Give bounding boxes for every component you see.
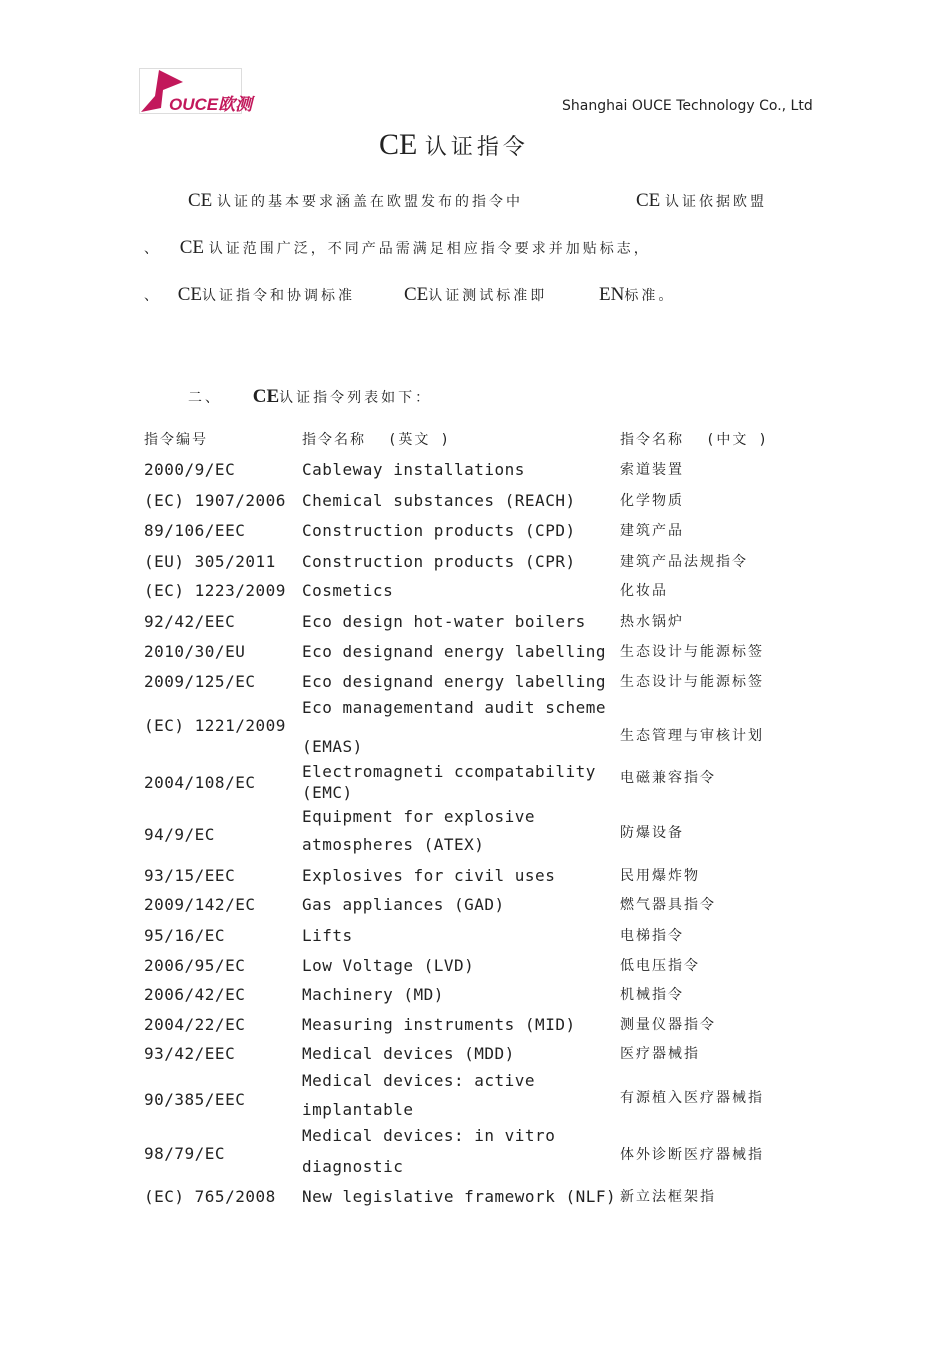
table-cell-zh: 测量仪器指令: [620, 1017, 716, 1033]
table-cell-zh: 民用爆炸物: [620, 868, 700, 884]
table-cell-en: Medical devices (MDD): [302, 1044, 515, 1063]
table-cell-code: 2006/95/EC: [144, 956, 246, 975]
table-cell-en: Explosives for civil uses: [302, 866, 556, 885]
table-cell-en: Gas appliances (GAD): [302, 895, 505, 914]
table-cell-en: Lifts: [302, 926, 353, 945]
intro-line-1-right: CE 认证依据欧盟: [636, 190, 768, 211]
table-cell-code: 2004/108/EC: [144, 773, 256, 792]
intro-line-2: 、 CE 认证范围广泛，不同产品需满足相应指令要求并加贴标志，: [144, 237, 651, 258]
intro-line-3-right: EN标准。: [599, 284, 676, 305]
table-cell-zh: 生态设计与能源标签: [620, 674, 764, 690]
section-heading: 二、 CE认证指令列表如下：: [188, 386, 433, 407]
table-cell-en: Cosmetics: [302, 581, 394, 600]
ouce-logo-icon: [139, 68, 253, 114]
table-cell-code: 93/15/EEC: [144, 866, 236, 885]
table-cell-code: (EC) 1223/2009: [144, 581, 286, 600]
table-cell-zh: 机械指令: [620, 987, 684, 1003]
table-cell-code: 93/42/EEC: [144, 1044, 236, 1063]
table-cell-code: 92/42/EEC: [144, 612, 236, 631]
table-cell-code: (EC) 1907/2006: [144, 491, 286, 510]
table-cell-zh: 有源植入医疗器械指: [620, 1090, 764, 1106]
table-cell-code: 89/106/EEC: [144, 521, 246, 540]
table-cell-en: Machinery (MD): [302, 985, 444, 1004]
table-cell-zh: 燃气器具指令: [620, 897, 716, 913]
table-cell-en: (EMAS): [302, 737, 363, 756]
intro-line-3-mid: CE认证测试标准即: [404, 284, 548, 305]
table-cell-en: Low Voltage (LVD): [302, 956, 475, 975]
table-cell-code: 94/9/EC: [144, 825, 215, 844]
table-cell-code: 2006/42/EC: [144, 985, 246, 1004]
table-cell-en: Eco managementand audit scheme: [302, 698, 606, 717]
table-cell-en: Measuring instruments (MID): [302, 1015, 576, 1034]
table-cell-zh: 防爆设备: [620, 825, 684, 841]
table-cell-en: Medical devices: active: [302, 1071, 536, 1090]
table-cell-en: Cableway installations: [302, 460, 525, 479]
table-cell-en: Medical devices: in vitro: [302, 1126, 556, 1145]
table-cell-zh: 生态管理与审核计划: [620, 728, 764, 744]
table-header-en: 指令名称 (英文 ): [302, 432, 451, 448]
table-cell-zh: 低电压指令: [620, 958, 700, 974]
table-cell-code: 2000/9/EC: [144, 460, 236, 479]
table-cell-code: 2010/30/EU: [144, 642, 246, 661]
company-logo: [139, 68, 253, 114]
table-cell-zh: 电梯指令: [620, 928, 684, 944]
table-cell-code: 98/79/EC: [144, 1144, 226, 1163]
table-cell-code: (EC) 765/2008: [144, 1187, 276, 1206]
table-cell-zh: 生态设计与能源标签: [620, 644, 764, 660]
table-header-zh: 指令名称 (中文 ): [620, 432, 769, 448]
table-cell-zh: 新立法框架指: [620, 1189, 716, 1205]
page-title: [379, 128, 529, 162]
table-cell-zh: 索道装置: [620, 462, 684, 478]
table-cell-zh: 电磁兼容指令: [620, 770, 716, 786]
table-cell-en: Equipment for explosive: [302, 807, 536, 826]
table-cell-en: atmospheres (ATEX): [302, 835, 485, 854]
table-cell-en: Chemical substances (REACH): [302, 491, 576, 510]
table-cell-code: 2009/142/EC: [144, 895, 256, 914]
table-cell-en: Electromagneti ccompatability: [302, 762, 596, 781]
table-cell-en: Construction products (CPD): [302, 521, 576, 540]
table-cell-en: Eco design hot-water boilers: [302, 612, 586, 631]
table-cell-zh: 建筑产品: [620, 523, 684, 539]
table-cell-zh: 热水锅炉: [620, 614, 684, 630]
table-cell-en: Eco designand energy labelling: [302, 642, 606, 661]
table-cell-zh: 体外诊断医疗器械指: [620, 1147, 764, 1163]
table-cell-code: (EU) 305/2011: [144, 552, 276, 571]
company-name: Shanghai OUCE Technology Co., Ltd: [562, 98, 813, 114]
table-cell-code: 2009/125/EC: [144, 672, 256, 691]
table-cell-zh: 化学物质: [620, 493, 684, 509]
table-cell-en: New legislative framework (NLF): [302, 1187, 617, 1206]
table-cell-en: (EMC): [302, 783, 353, 802]
table-cell-zh: 医疗器械指: [620, 1046, 700, 1062]
title-suffix: 认证指令: [424, 135, 529, 160]
svg-text:OUCE欧测: OUCE欧测: [169, 95, 253, 114]
table-cell-en: Eco designand energy labelling: [302, 672, 606, 691]
intro-line-3: 、 CE认证指令和协调标准: [144, 284, 356, 305]
table-cell-en: diagnostic: [302, 1157, 404, 1176]
table-cell-en: Construction products (CPR): [302, 552, 576, 571]
table-cell-code: 90/385/EEC: [144, 1090, 246, 1109]
table-header-code: 指令编号: [144, 432, 208, 448]
intro-line-1: CE 认证的基本要求涵盖在欧盟发布的指令中: [188, 190, 524, 211]
table-cell-code: 2004/22/EC: [144, 1015, 246, 1034]
table-cell-en: implantable: [302, 1100, 414, 1119]
table-cell-code: 95/16/EC: [144, 926, 226, 945]
table-cell-zh: 建筑产品法规指令: [620, 554, 748, 570]
table-cell-zh: 化妆品: [620, 583, 668, 599]
table-cell-code: (EC) 1221/2009: [144, 716, 286, 735]
title-prefix: CE: [379, 128, 418, 161]
